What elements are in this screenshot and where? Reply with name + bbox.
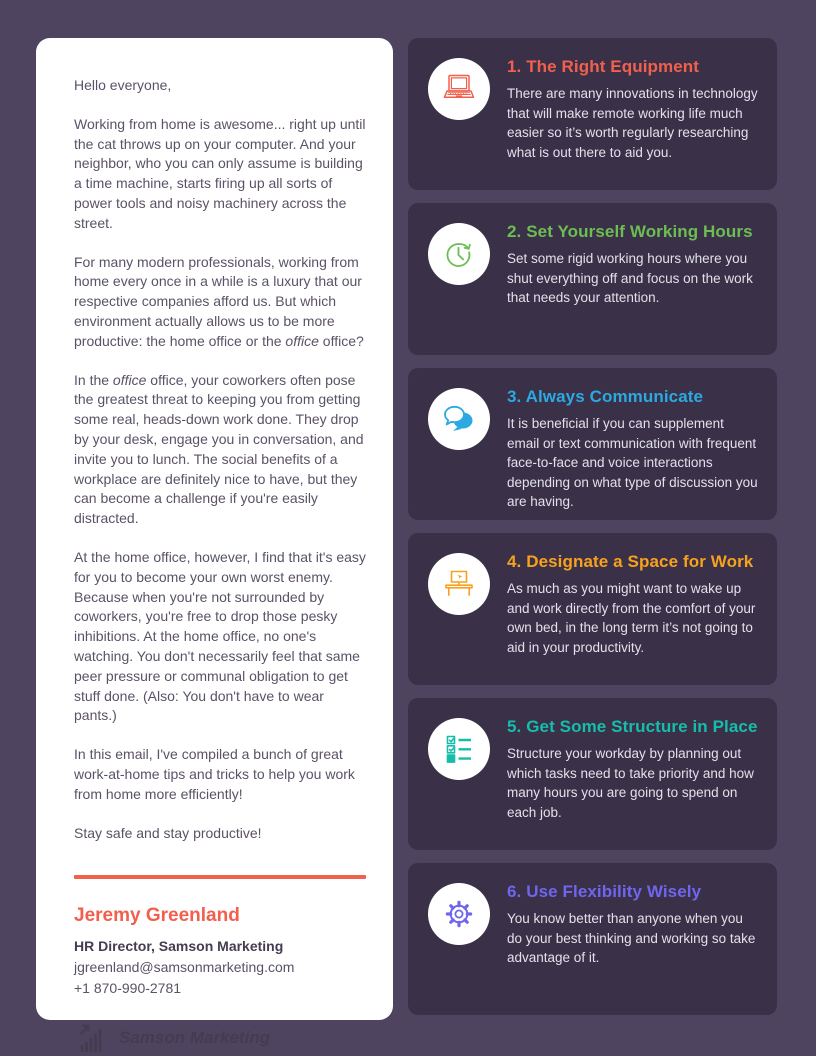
letter-paragraph-1: Working from home is awesome... right up until the cat throws up on your computer. And your neighbor, who you can only assume is building a time machine, starts firing up all sorts of power tools and noisy machinery across the street. — [74, 115, 366, 231]
tip-content — [507, 38, 777, 162]
growth-chart-icon — [74, 1021, 108, 1055]
tip-content — [507, 863, 777, 968]
letter-paragraph-6: Stay safe and stay productive! — [74, 824, 262, 841]
tips-column — [408, 38, 777, 1015]
letter-paragraph-5: In this email, I've compiled a bunch of great work-at-home tips and tricks to help you work from home more efficiently! — [74, 746, 355, 802]
tip-content — [507, 203, 777, 308]
tip-card-6 — [408, 863, 777, 1015]
tip-title-2: 2. Set Yourself Working Hours — [507, 222, 753, 241]
tip-body-3: It is beneficial if you can supplement email or text communication with frequent face-to-face and voice interactions depending on what type of discussion you are having. — [507, 416, 758, 509]
letter-card — [36, 38, 393, 1047]
clock-icon — [428, 223, 490, 285]
tip-content — [507, 368, 777, 512]
letter-paragraph-3: In the office office, your coworkers often pose the greatest threat to keeping you from getting some real, heads-down work done. They drop by your desk, engage you in conversation, and invite you to lunch. The social benefits of a workplace are definitely nice to have, but they can become a challenge if you're easily distracted. — [74, 371, 364, 527]
signature-email[interactable]: jgreenland@samsonmarketing.com — [74, 959, 295, 976]
tip-title-1: 1. The Right Equipment — [507, 57, 700, 76]
tip-title-4: 4. Designate a Space for Work — [507, 552, 754, 571]
tip-card-1 — [408, 38, 777, 190]
tip-title-5: 5. Get Some Structure in Place — [507, 717, 758, 736]
letter-paragraph-4: At the home office, however, I find that it's easy for you to become your own worst enemy. Because when you're not surrounded by coworkers, you're free to drop those pesky inhibitions. At the home office, no one's watching. You don't necessarily feel that same peer pressure or communal obligation to get stuff done. (Also: You don't have to wear pants.) — [74, 548, 366, 724]
tip-body-5: Structure your workday by planning out which tasks need to take priority and how many hours you are going to spend on each job. — [507, 746, 754, 820]
tip-body-4: As much as you might want to wake up and work directly from the comfort of your own bed, in the long term it’s not going to aid in your productivity. — [507, 581, 756, 655]
signature-phone: +1 870-990-2781 — [74, 979, 182, 996]
tip-card-3 — [408, 368, 777, 520]
signature-role: HR Director, Samson Marketing — [74, 938, 284, 955]
checklist-icon — [428, 718, 490, 780]
tip-title-6: 6. Use Flexibility Wisely — [507, 882, 702, 901]
tip-body-2: Set some rigid working hours where you shut everything off and focus on the work that needs your attention. — [507, 251, 753, 305]
tip-content — [507, 698, 777, 822]
company-logo-text: Samson Marketing — [119, 1027, 271, 1047]
letter-paragraph-2: For many modern professionals, working from home every once in a while is a luxury that our respective companies afford us. But which environment actually allows us to be more productive: the home office or the office office? — [74, 253, 364, 349]
gear-icon — [428, 883, 490, 945]
tip-content — [507, 533, 777, 657]
chat-bubbles-icon — [428, 388, 490, 450]
tip-title-3: 3. Always Communicate — [507, 387, 704, 406]
tip-card-4 — [408, 533, 777, 685]
tip-body-6: You know better than anyone when you do your best thinking and working so take advantage of it. — [507, 911, 756, 965]
signature-name: Jeremy Greenland — [74, 905, 240, 927]
tip-body-1: There are many innovations in technology that will make remote working life much easier so it’s worth regularly researching what is out there to aid you. — [507, 86, 758, 160]
tip-card-5 — [408, 698, 777, 850]
laptop-icon — [428, 58, 490, 120]
desk-icon — [428, 553, 490, 615]
tip-card-2 — [408, 203, 777, 355]
company-logo — [74, 1021, 366, 1055]
signature-divider — [74, 875, 366, 879]
letter-greeting: Hello everyone, — [74, 77, 172, 93]
